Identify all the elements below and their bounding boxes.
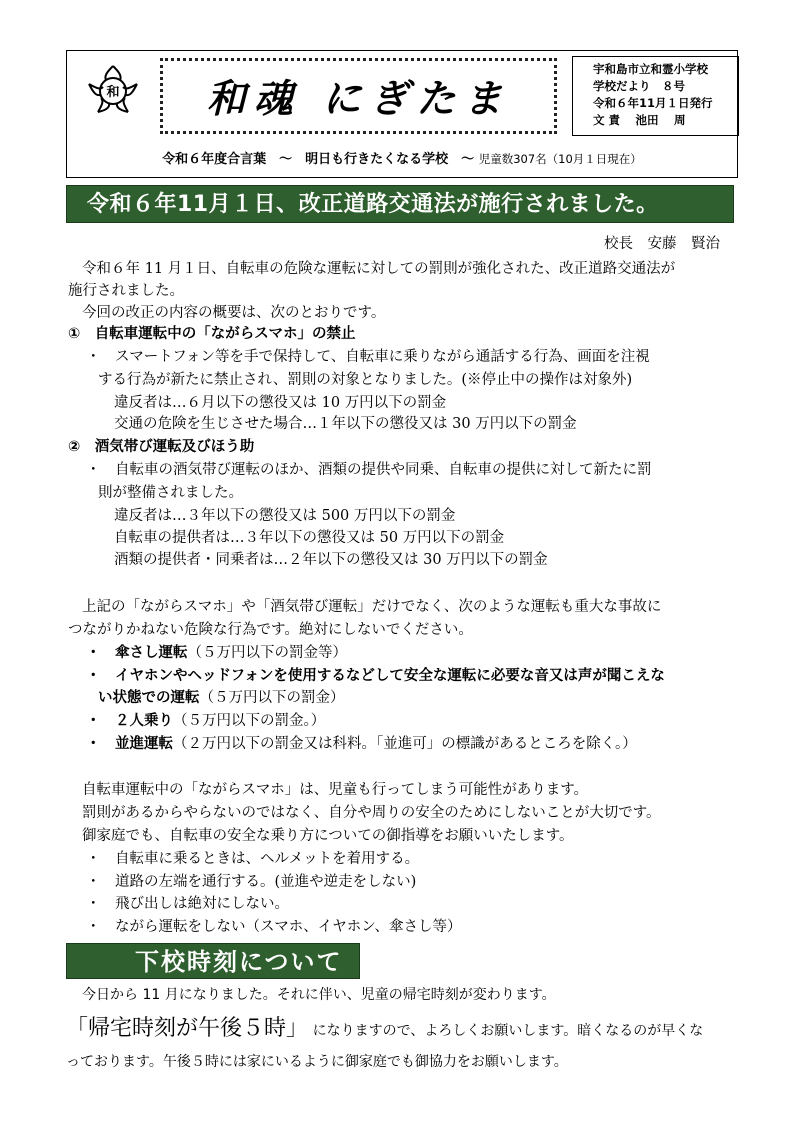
- tip-helmet: ・ 自転車に乗るときは、ヘルメットを着用する。: [86, 851, 420, 867]
- issue-author: 文 責 池田 周: [593, 113, 686, 127]
- item2-penalty-2: 自転車の提供者は…３年以下の懲役又は 50 万円以下の罰金: [114, 530, 505, 546]
- student-count: 児童数307名（10月１日現在）: [478, 152, 642, 166]
- intro-line-1: 令和６年 11 月１日、自転車の危険な運転に対しての罰則が強化された、改正道路交通法が: [82, 261, 676, 277]
- tip-no-dashing: ・ 飛び出しは絶対にしない。: [86, 896, 289, 912]
- issue-date: 令和６年11月１日発行: [593, 96, 713, 110]
- home-note-3: 御家庭でも、自転車の安全な乗り方についての御指導をお願いいたします。: [82, 828, 574, 844]
- danger-two-riders-label: ・ ２人乗り: [86, 713, 173, 729]
- home-note-2: 罰則があるからやらないのではなく、自分や周りの安全のためにしないことが大切です。: [82, 805, 661, 821]
- item1-penalty-1: 違反者は…６月以下の懲役又は 10 万円以下の罰金: [114, 395, 447, 411]
- item1-penalty-2: 交通の危険を生じさせた場合…１年以下の懲役又は 30 万円以下の罰金: [114, 416, 577, 432]
- principal-name: 校長 安藤 賢治: [604, 236, 720, 252]
- dismissal-line-2-rest: になりますので、よろしくお願いします。暗くなるのが早くな: [312, 1023, 704, 1039]
- item2-heading: ② 酒気帯び運転及びほう助: [68, 439, 255, 455]
- danger-earphones-penalty: （５万円以下の罰金）: [199, 690, 345, 706]
- item2-penalty-3: 酒類の提供者・同乗者は…２年以下の懲役又は 30 万円以下の罰金: [114, 552, 548, 568]
- danger-side-by-side-label: ・ 並進運転: [86, 736, 173, 752]
- school-name: 宇和島市立和霊小学校: [593, 62, 708, 76]
- motto-text: 令和６年度合言葉 ～ 明日も行きたくなる学校 ～: [162, 152, 475, 167]
- danger-earphones-label: い状態での運転: [98, 690, 200, 706]
- danger-umbrella: [86, 643, 347, 663]
- danger-umbrella-label: ・ 傘さし運転: [86, 645, 188, 661]
- emblem-letter: 和: [106, 85, 120, 100]
- danger-earphones-line-2: [98, 688, 345, 708]
- danger-two-riders-penalty: （５万円以下の罰金。）: [173, 713, 326, 729]
- section-banner-dismissal: 下校時刻について: [66, 943, 360, 979]
- item2-penalty-1: 違反者は…３年以下の懲役又は 500 万円以下の罰金: [114, 508, 456, 524]
- home-note-1: 自転車運転中の「ながらスマホ」は、児童も行ってしまう可能性があります。: [82, 782, 589, 798]
- tip-left-side: ・ 道路の左端を通行する。(並進や逆走をしない): [86, 874, 417, 890]
- return-time-highlight: 「帰宅時刻が午後５時」: [66, 1016, 309, 1041]
- item1-body-2: する行為が新たに禁止され、罰則の対象となりました。(※停止中の操作は対象外): [98, 372, 633, 388]
- danger-earphones-line-1: ・ イヤホンやヘッドフォンを使用するなどして安全な運転に必要な音又は声が聞こえな: [86, 668, 665, 684]
- motto-line: [70, 148, 734, 167]
- dismissal-line-3: っております。午後５時には家にいるように御家庭でも御協力をお願いします。: [66, 1054, 568, 1070]
- section-banner-traffic-law: 令和６年11月１日、改正道路交通法が施行されました。: [66, 185, 734, 223]
- item2-body-2: 則が整備されました。: [98, 485, 243, 501]
- school-emblem-icon: [84, 62, 142, 120]
- newsletter-title: 和魂 にぎたま: [206, 76, 511, 122]
- issue-number: 学校だより ８号: [593, 79, 685, 93]
- dismissal-line-1: 今日から 11 月になりました。それに伴い、児童の帰宅時刻が変わります。: [82, 987, 556, 1003]
- item1-heading: ① 自転車運転中の「ながらスマホ」の禁止: [68, 326, 356, 342]
- danger-side-by-side: [86, 734, 637, 754]
- danger-two-riders: [86, 711, 325, 731]
- dismissal-line-2: [66, 1014, 703, 1046]
- danger-umbrella-penalty: （５万円以下の罰金等）: [187, 645, 347, 661]
- tip-no-distraction: ・ ながら運転をしない（スマホ、イヤホン、傘さし等）: [86, 919, 462, 935]
- item2-body-1: ・ 自転車の酒気帯び運転のほか、酒類の提供や同乗、自転車の提供に対して新たに罰: [86, 462, 652, 478]
- item1-body-1: ・ スマートフォン等を手で保持して、自転車に乗りながら通話する行為、画面を注視: [86, 349, 650, 365]
- intro-line-3: 今回の改正の内容の概要は、次のとおりです。: [82, 305, 386, 321]
- danger-side-by-side-penalty: （２万円以下の罰金又は科料。「並進可」の標識があるところを除く。）: [173, 736, 637, 752]
- newsletter-title-frame: [160, 58, 557, 134]
- issue-info-box: [572, 56, 739, 136]
- intro-line-2: 施行されました。: [68, 283, 184, 299]
- other-dangers-line-2: つながりかねない危険な行為です。絶対にしないでください。: [68, 622, 473, 638]
- other-dangers-line-1: 上記の「ながらスマホ」や「酒気帯び運転」だけでなく、次のような運転も重大な事故に: [82, 599, 662, 615]
